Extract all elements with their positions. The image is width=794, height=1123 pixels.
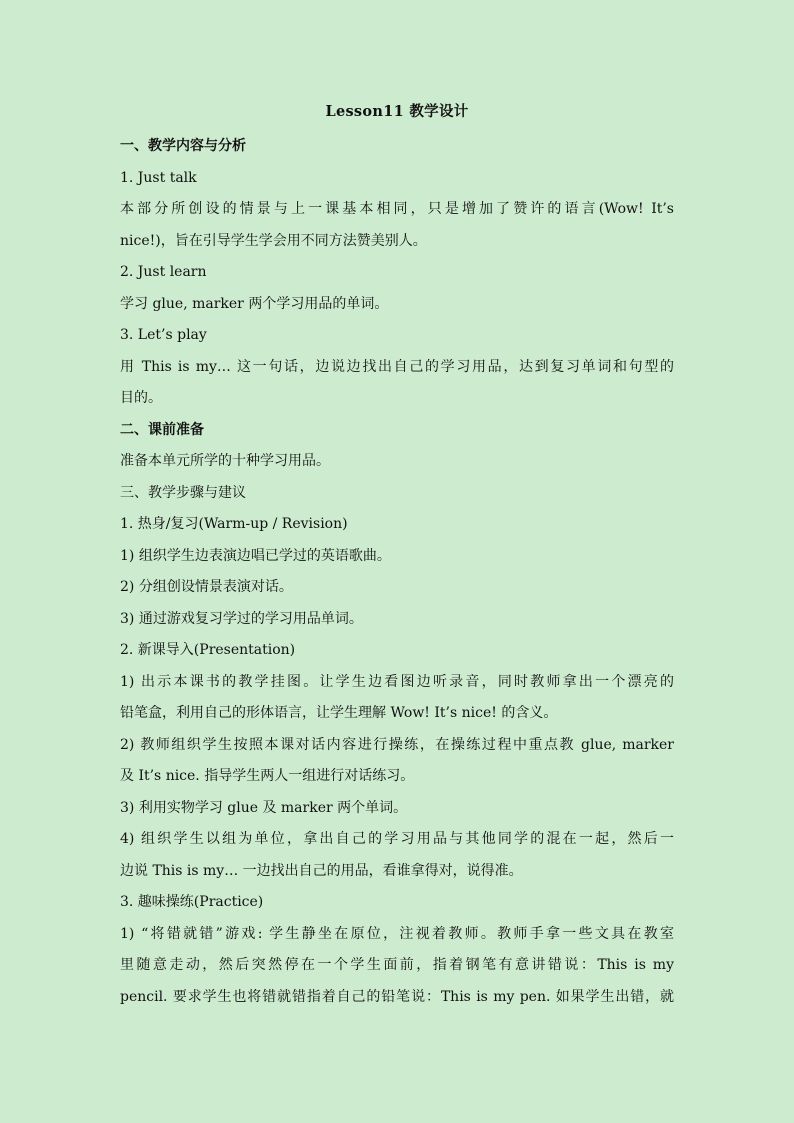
text-line: 4) 组织学生以组为单位，拿出自己的学习用品与其他同学的混在一起，然后一 xyxy=(120,831,674,847)
text-line: 准备本单元所学的十种学习用品。 xyxy=(120,453,330,469)
text-line: 铅笔盒，利用自己的形体语言，让学生理解 Wow! It’s nice! 的含义。 xyxy=(120,705,558,721)
text-line: 1) 出示本课书的教学挂图。让学生边看图边听录音，同时教师拿出一个漂亮的 xyxy=(120,673,674,690)
text-line: 1) “将错就错”游戏: 学生静坐在原位，注视着教师。教师手拿一些文具在教室 xyxy=(120,925,674,942)
text-line: 学习 glue, marker 两个学习用品的单词。 xyxy=(120,295,389,312)
text-line: 1. Just talk xyxy=(120,169,197,186)
text-line: 2. Just learn xyxy=(120,264,207,280)
text-line: 2) 分组创设情景表演对话。 xyxy=(120,579,293,595)
text-line: 2) 教师组织学生按照本课对话内容进行操练，在操练过程中重点教 glue, marker xyxy=(120,736,674,753)
text-line: 1. 热身/复习(Warm-up / Revision) xyxy=(120,516,348,532)
text-line: 2. 新课导入(Presentation) xyxy=(120,642,296,658)
section-heading: 二、课前准备 xyxy=(120,421,204,438)
text-line: 1) 组织学生边表演边唱已学过的英语歌曲。 xyxy=(120,547,391,564)
text-line: 三、教学步骤与建议 xyxy=(120,484,246,501)
text-line: 3) 通过游戏复习学过的学习用品单词。 xyxy=(120,610,363,627)
text-line: 3. Let’s play xyxy=(120,327,207,343)
text-line: nice!)，旨在引导学生学会用不同方法赞美别人。 xyxy=(120,232,427,249)
text-line: 边说 This is my… 一边找出自己的用品，看谁拿得对，说得准。 xyxy=(120,862,523,879)
document-body xyxy=(120,131,674,1013)
text-line: 3. 趣味操练(Practice) xyxy=(120,894,264,910)
document-title: Lesson11 教学设计 xyxy=(325,103,469,120)
text-line: 及 It’s nice. 指导学生两人一组进行对话练习。 xyxy=(120,768,415,784)
text-line: 本部分所创设的情景与上一课基本相同，只是增加了赞许的语言(Wow! It’s xyxy=(120,201,674,217)
section-heading: 一、教学内容与分析 xyxy=(120,138,246,154)
text-line: 3) 利用实物学习 glue 及 marker 两个单词。 xyxy=(120,799,408,816)
text-line: 用 This is my… 这一句话，边说边找出自己的学习用品，达到复习单词和句型的 xyxy=(120,358,674,375)
text-line: pencil. 要求学生也将错就错指着自己的铅笔说：This is my pen. 如果学生出错，就 xyxy=(120,988,674,1005)
text-line: 目的。 xyxy=(120,390,162,406)
text-line: 里随意走动，然后突然停在一个学生面前，指着钢笔有意讲错说：This is my xyxy=(120,957,674,973)
